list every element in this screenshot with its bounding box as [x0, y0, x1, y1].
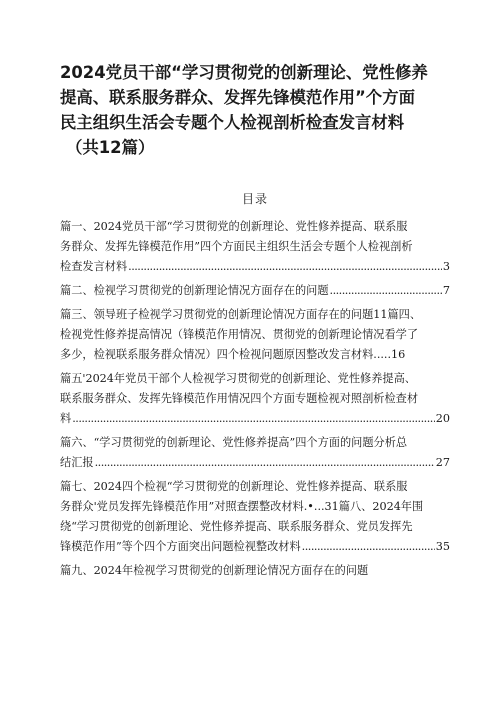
document-title [60, 60, 450, 160]
toc-page-number: 20 [435, 412, 450, 425]
toc-text: 篇七、2024四个检视“学习贯彻党的创新理论、党性修养提高、联系服 [60, 480, 408, 493]
toc-line [60, 561, 450, 581]
toc-page-number: 35 [435, 540, 450, 553]
toc-line [60, 325, 450, 345]
toc-entry[interactable] [60, 281, 450, 301]
toc-leader-dots [128, 257, 442, 277]
title-line: 2024党员干部“学习贯彻党的创新理论、党性修养 [60, 63, 428, 82]
toc-text: 结汇报 [60, 456, 94, 469]
toc-page-number: 16 [391, 348, 406, 361]
toc-entry[interactable] [60, 561, 450, 581]
toc-text: 篇三、领导班子检视学习贯彻党的创新理论情况方面存在的问题11篇四、 [60, 308, 422, 321]
toc-heading: 目录 [241, 192, 268, 206]
toc-entry[interactable] [60, 433, 450, 473]
table-of-contents [60, 217, 450, 581]
toc-text: 务群众'党员发挥先锋模范作用”对照查摆整改材料.•...31篇八、2024年围 [60, 500, 424, 513]
toc-text: 锋模范作用”等个四个方面突出问题检视整改材料 [60, 540, 301, 553]
toc-page-number: 7 [442, 284, 450, 297]
toc-page-number: 27 [435, 456, 450, 469]
toc-line [60, 305, 450, 325]
toc-line [60, 497, 450, 517]
toc-line [60, 389, 450, 409]
toc-entry[interactable] [60, 477, 450, 557]
title-count: （共12篇） [66, 138, 155, 157]
toc-line [60, 409, 450, 429]
toc-text: 篇二、检视学习贯彻党的创新理论情况方面存在的问题 [60, 284, 329, 297]
toc-line [60, 369, 450, 389]
toc-text: 多少，检视联系服务群众情况）四个检视问题原因整改发言材料 [60, 348, 374, 361]
toc-line [60, 281, 450, 301]
toc-text: 检视党性修养提高情况（锋模范作用情况、贯彻党的创新理论情况看学了 [60, 328, 419, 341]
toc-leader-dots [302, 537, 435, 557]
toc-text: 篇一、2024党员干部“学习贯彻党的创新理论、党性修养提高、联系服 [60, 220, 408, 233]
toc-text: 检查发言材料 [60, 260, 128, 273]
toc-line [60, 453, 450, 473]
toc-text: 篇九、2024年检视学习贯彻党的创新理论情况方面存在的问题 [60, 564, 369, 577]
toc-line [60, 345, 450, 365]
toc-entry[interactable] [60, 305, 450, 365]
toc-line [60, 433, 450, 453]
toc-line [60, 517, 450, 537]
toc-leader-dots [95, 453, 435, 473]
toc-text: 联系服务群众、发挥先锋模范作用情况四个方面专题检视对照剖析检查材 [60, 392, 419, 405]
toc-text: 绕“学习贯彻党的创新理论、党性修养提高、联系服务群众、党员发挥先 [60, 520, 413, 533]
toc-leader-dots [72, 409, 435, 429]
toc-text: 篇五'2024年党员干部个人检视学习贯彻党的创新理论、党性修养提高、 [60, 372, 416, 385]
toc-leader-dots [330, 281, 442, 301]
toc-line [60, 537, 450, 557]
toc-text: 篇六、“学习贯彻党的创新理论、党性修养提高”四个方面的问题分析总 [60, 436, 408, 449]
toc-leader-dots: ..... [373, 348, 392, 361]
title-line: 民主组织生活会专题个人检视剖析检查发言材料 [60, 113, 405, 132]
toc-line [60, 477, 450, 497]
toc-entry[interactable] [60, 369, 450, 429]
toc-entry[interactable] [60, 217, 450, 277]
toc-line [60, 257, 450, 277]
toc-text: 务群众、发挥先锋模范作用”四个方面民主组织生活会专题个人检视剖析 [60, 240, 413, 253]
title-line: 提高、联系服务群众、发挥先锋模范作用”个方面 [60, 88, 415, 107]
toc-text: 料 [60, 412, 72, 425]
toc-line [60, 217, 450, 237]
toc-page-number: 3 [442, 260, 450, 273]
toc-line [60, 237, 450, 257]
